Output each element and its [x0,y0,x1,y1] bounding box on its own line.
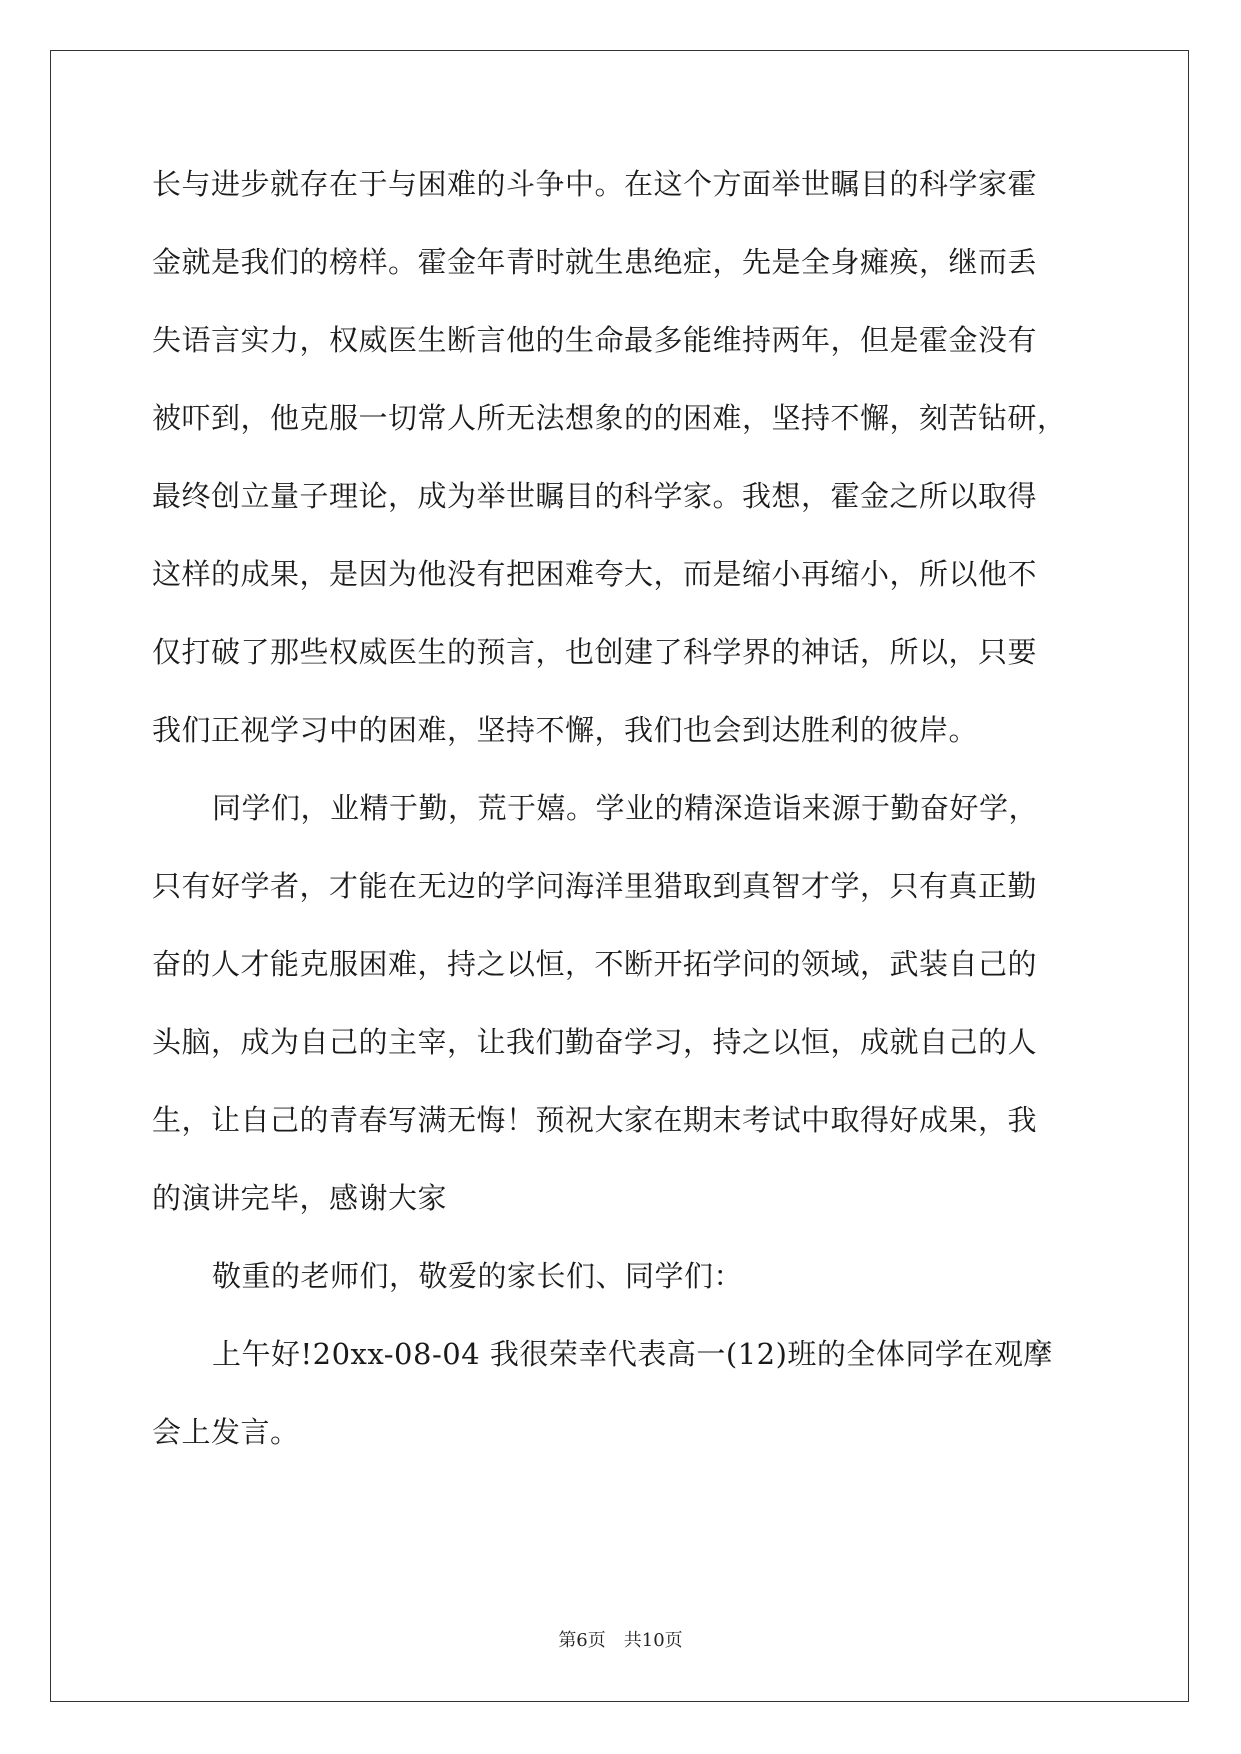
salutation-line: 敬重的老师们，敬爱的家长们、同学们： [212,1259,744,1293]
text-line: 仅打破了那些权威医生的预言，也创建了科学界的神话，所以，只要 [152,635,1038,669]
text-line: 金就是我们的榜样。霍金年青时就生患绝症，先是全身瘫痪，继而丢 [152,245,1038,279]
text-line: 失语言实力，权威医生断言他的生命最多能维持两年，但是霍金没有 [152,323,1038,357]
text-line: 只有好学者，才能在无边的学问海洋里猎取到真智才学，只有真正勤 [152,869,1038,903]
text-line: 我们正视学习中的困难，坚持不懈，我们也会到达胜利的彼岸。 [152,713,979,747]
text-line: 奋的人才能克服困难，持之以恒，不断开拓学问的领域，武装自己的 [152,947,1038,981]
text-line: 被吓到，他克服一切常人所无法想象的的困难，坚持不懈，刻苦钻研， [152,401,1067,435]
text-line: 会上发言。 [152,1415,300,1449]
text-line: 这样的成果，是因为他没有把困难夸大，而是缩小再缩小，所以他不 [152,557,1038,591]
paragraph-first-line: 同学们，业精于勤，荒于嬉。学业的精深造诣来源于勤奋好学， [212,791,1039,825]
text-line: 头脑，成为自己的主宰，让我们勤奋学习，持之以恒，成就自己的人 [152,1025,1038,1059]
text-line: 长与进步就存在于与困难的斗争中。在这个方面举世瞩目的科学家霍 [152,167,1038,201]
text-line: 的演讲完毕，感谢大家 [152,1181,448,1215]
paragraph-first-line: 上午好!20xx-08-04 我很荣幸代表高一(12)班的全体同学在观摩 [212,1337,1053,1371]
page-number-footer: 第6页 共10页 [558,1630,683,1651]
text-line: 最终创立量子理论，成为举世瞩目的科学家。我想，霍金之所以取得 [152,479,1038,513]
text-line: 生，让自己的青春写满无悔！预祝大家在期末考试中取得好成果，我 [152,1103,1038,1137]
